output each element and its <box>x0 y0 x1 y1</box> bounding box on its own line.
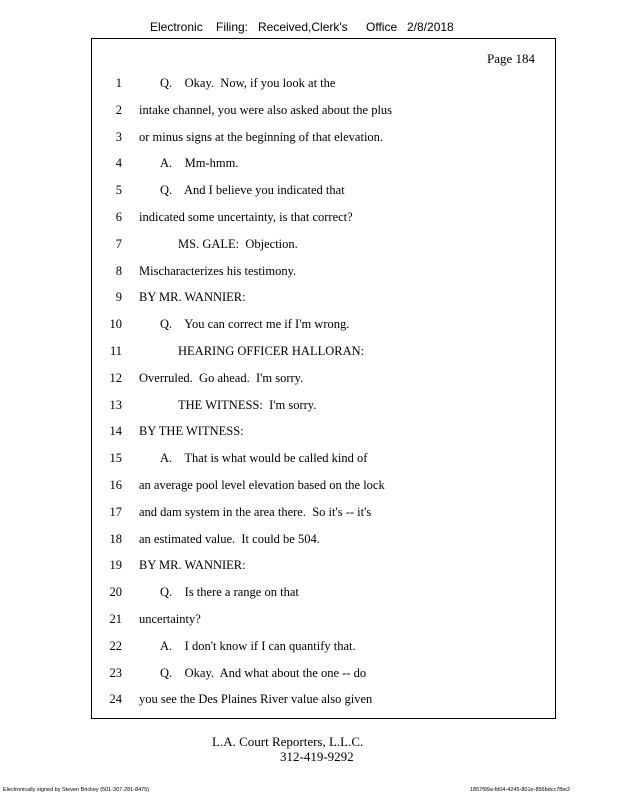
line-number: 17 <box>109 504 122 519</box>
line-number: 20 <box>109 585 122 600</box>
line-text: Q. You can correct me if I'm wrong. <box>160 317 350 332</box>
line-text: Q. Is there a range on that <box>160 585 299 600</box>
header-office: Office <box>366 20 398 34</box>
line-text: an estimated value. It could be 504. <box>139 531 320 546</box>
line-text: indicated some uncertainty, is that correct? <box>139 210 353 224</box>
line-number: 24 <box>109 692 122 707</box>
line-text: THE WITNESS: I'm sorry. <box>178 397 317 412</box>
line-text: A. Mm-hmm. <box>160 156 239 171</box>
line-number: 22 <box>109 638 122 653</box>
line-number: 9 <box>115 290 122 305</box>
line-number: 16 <box>109 478 122 492</box>
line-text: BY MR. WANNIER: <box>139 290 246 305</box>
line-text: intake channel, you were also asked about the plus <box>139 102 393 117</box>
line-text: or minus signs at the beginning of that elevation. <box>139 129 384 144</box>
header-filing: Filing: <box>216 20 249 34</box>
line-text: an average pool level elevation based on the lock <box>139 478 385 492</box>
line-text: Q. Okay. Now, if you look at the <box>160 76 336 90</box>
line-number: 5 <box>115 183 122 198</box>
line-text: A. I don't know if I can quantify that. <box>160 638 356 653</box>
line-number: 6 <box>115 210 122 224</box>
line-number: 21 <box>109 612 122 626</box>
transcript-page <box>91 38 556 719</box>
line-number: 18 <box>109 531 122 546</box>
line-number: 14 <box>109 424 122 439</box>
line-text: Q. Okay. And what about the one -- do <box>160 665 367 680</box>
line-number: 2 <box>115 102 122 117</box>
line-number: 19 <box>109 558 122 573</box>
line-text: MS. GALE: Objection. <box>178 236 298 251</box>
signature-left: Electronically signed by Steven Brickey (501-307-281-8475) <box>3 787 150 793</box>
signature-hash: 1857f99a-fd04-4245-801e-856bdcc7fbe2 <box>470 787 570 793</box>
line-number: 7 <box>115 236 122 251</box>
line-number: 13 <box>109 397 122 412</box>
line-text: A. That is what would be called kind of <box>160 451 368 466</box>
line-number: 12 <box>109 370 122 385</box>
page-number: Page 184 <box>486 51 535 66</box>
line-text: HEARING OFFICER HALLORAN: <box>178 344 365 358</box>
line-text: you see the Des Plaines River value also given <box>139 692 373 707</box>
line-number: 15 <box>109 451 122 466</box>
line-number: 10 <box>109 317 122 332</box>
line-number: 23 <box>109 665 122 680</box>
line-text: Overruled. Go ahead. I'm sorry. <box>139 370 304 385</box>
header-electronic: Electronic <box>150 20 203 34</box>
line-number: 1 <box>115 76 122 90</box>
line-text: and dam system in the area there. So it's -- it's <box>139 504 372 519</box>
line-number: 3 <box>115 129 122 144</box>
header-date: 2/8/2018 <box>407 20 454 34</box>
line-text: Mischaracterizes his testimony. <box>139 263 297 278</box>
reporter-company: L.A. Court Reporters, L.L.C. <box>212 734 364 749</box>
line-text: Q. And I believe you indicated that <box>160 183 345 198</box>
line-number: 8 <box>115 263 122 278</box>
header-received: Received,Clerk's <box>258 20 348 34</box>
line-text: BY THE WITNESS: <box>139 424 244 439</box>
line-number: 11 <box>109 344 122 358</box>
line-text: uncertainty? <box>139 612 201 626</box>
reporter-phone: 312-419-9292 <box>280 749 354 764</box>
line-number: 4 <box>115 156 122 171</box>
line-text: BY MR. WANNIER: <box>139 558 246 573</box>
